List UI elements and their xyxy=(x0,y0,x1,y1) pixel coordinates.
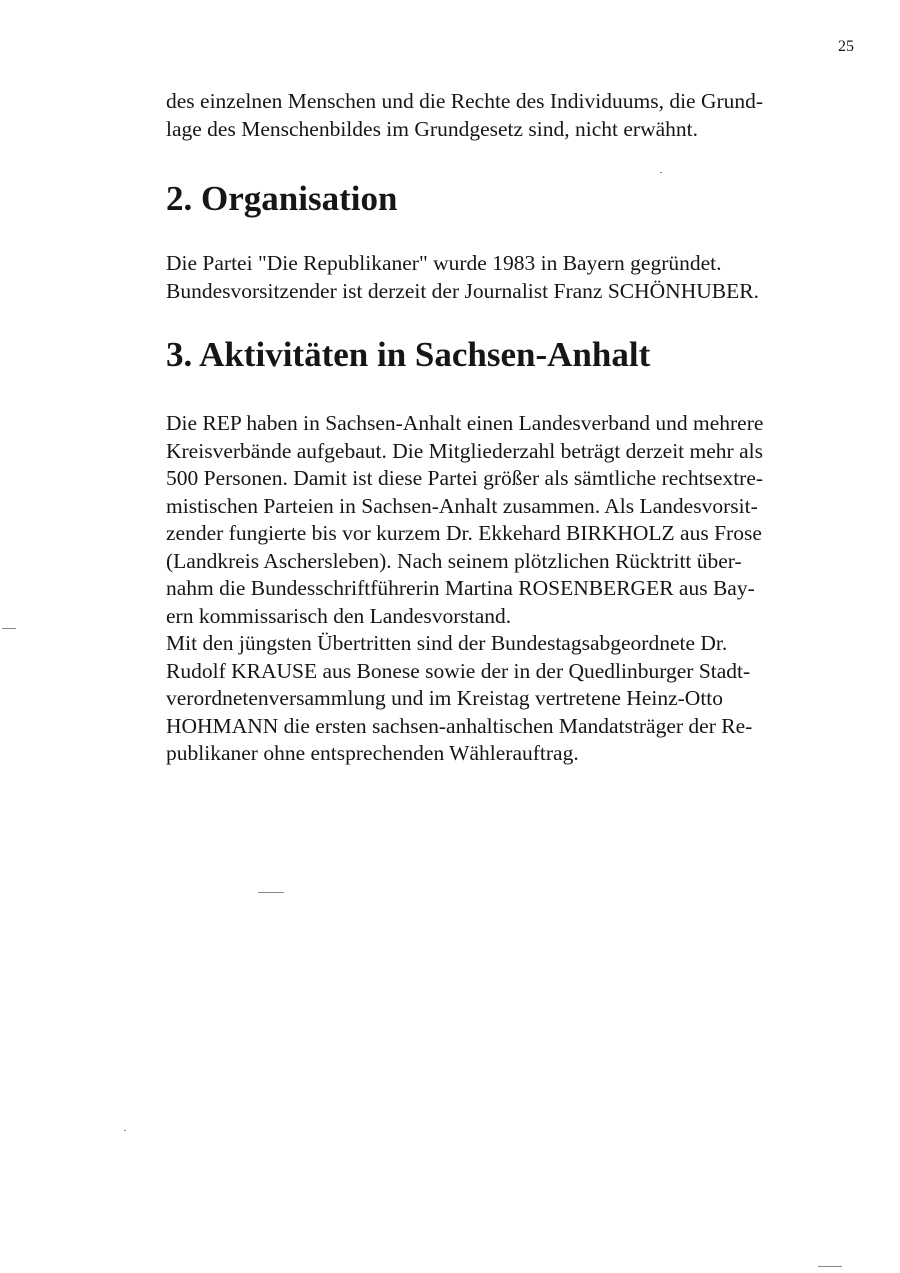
aktivitaeten-paragraph-1: Die REP haben in Sachsen-Anhalt einen Landesverband und mehrere Kreisverbände aufgebaut. Die Mitgliederzahl beträgt derzeit mehr als 500 Personen. Damit ist diese Partei größer als sämtliche rechtsextre- mistischen Parteien in Sachsen-Anhalt zusammen. Als Landesvorsit- zender fungierte bis vor kurzem Dr. Ekkehard BIRKHOLZ aus Frose (Landkreis Aschersleben). Nach seinem plötzlichen Rücktritt über- nahm die Bundesschriftführerin Martina ROSENBERGER aus Bay- ern kommissarisch den Landesvorstand. xyxy=(166,411,764,628)
heading-aktivitaeten: 3. Aktivitäten in Sachsen-Anhalt xyxy=(166,335,651,374)
scan-speck xyxy=(2,628,16,629)
scan-speck xyxy=(124,1130,126,1131)
heading-organisation: 2. Organisation xyxy=(166,179,398,218)
scan-speck xyxy=(660,172,662,173)
scan-speck xyxy=(258,892,284,893)
scan-speck xyxy=(818,1266,842,1267)
aktivitaeten-paragraph-2: Mit den jüngsten Übertritten sind der Bundestagsabgeordnete Dr. Rudolf KRAUSE aus Bonese sowie der in der Quedlinburger Stadt- verordnetenversammlung und im Kreistag vertretene Heinz-Otto HOHMANN die ersten sachsen-anhaltischen Mandatsträger der Re- publikaner ohne entsprechenden Wählerauftrag. xyxy=(166,631,753,765)
intro-paragraph: des einzelnen Menschen und die Rechte des Individuums, die Grund- lage des Menschenbildes im Grundgesetz sind, nicht erwähnt. xyxy=(166,89,764,141)
page-number: 25 xyxy=(838,38,854,55)
document-body xyxy=(166,88,866,768)
organisation-paragraph: Die Partei "Die Republikaner" wurde 1983 in Bayern gegründet. Bundesvorsitzender ist derzeit der Journalist Franz SCHÖNHUBER. xyxy=(166,251,759,303)
